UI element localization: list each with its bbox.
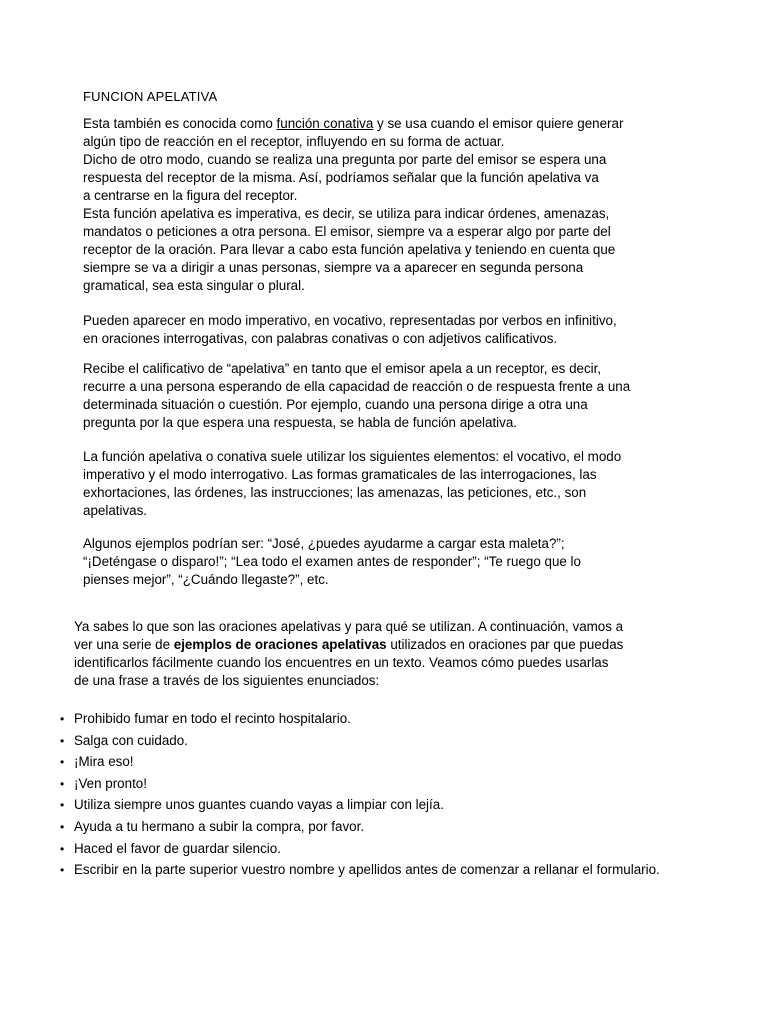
bullet-icon: • bbox=[60, 819, 65, 834]
paragraph-line: Pueden aparecer en modo imperativo, en vocativo, representadas por verbos en infinitivo, bbox=[83, 313, 617, 328]
text-span: y se usa cuando el emisor quiere generar bbox=[373, 116, 624, 131]
list-item-text: Salga con cuidado. bbox=[74, 732, 188, 748]
page-title: FUNCION APELATIVA bbox=[83, 89, 218, 104]
funcion-conativa-link[interactable]: función conativa bbox=[276, 116, 374, 131]
list-item-text: Utiliza siempre unos guantes cuando vayas a limpiar con lejía. bbox=[74, 797, 444, 813]
list-item-text: Ayuda a tu hermano a subir la compra, por favor. bbox=[74, 818, 365, 834]
list-item-text: Escribir en la parte superior vuestro nombre y apellidos antes de comenzar a rellanar el formulario. bbox=[74, 862, 660, 878]
bullet-icon: • bbox=[60, 712, 65, 726]
bullet-icon: • bbox=[60, 733, 65, 748]
paragraph-intro-list bbox=[74, 618, 674, 690]
paragraph-line: respuesta del receptor de la misma. Así, podríamos señalar que la función apelativa va bbox=[83, 170, 599, 185]
list-item bbox=[60, 775, 680, 793]
paragraph-line: apelativas. bbox=[83, 503, 148, 518]
paragraph-line: Esta función apelativa es imperativa, es decir, se utiliza para indicar órdenes, amenazas, bbox=[83, 206, 610, 221]
text-span: ver una serie de bbox=[74, 637, 174, 652]
paragraph-line: Algunos ejemplos podrían ser: “José, ¿puedes ayudarme a cargar esta maleta?”; bbox=[83, 536, 565, 551]
list-item-text: Haced el favor de guardar silencio. bbox=[74, 840, 281, 856]
paragraph-line: algún tipo de reacción en el receptor, influyendo en su forma de actuar. bbox=[83, 134, 505, 149]
bullet-icon: • bbox=[60, 755, 65, 770]
list-item bbox=[60, 861, 680, 879]
list-item bbox=[60, 840, 680, 858]
paragraph-definition bbox=[83, 115, 673, 295]
list-item bbox=[60, 732, 680, 750]
paragraph-line bbox=[83, 115, 673, 133]
bullet-icon: • bbox=[60, 776, 65, 791]
paragraph-calificativo bbox=[83, 360, 673, 432]
list-item bbox=[60, 818, 680, 836]
paragraph-line: imperativo y el modo interrogativo. Las formas gramaticales de las interrogaciones, las bbox=[83, 467, 597, 482]
list-item bbox=[60, 753, 680, 771]
paragraph-line bbox=[74, 636, 674, 654]
list-item-text: Prohibido fumar en todo el recinto hospitalario. bbox=[74, 711, 351, 726]
bullet-icon: • bbox=[60, 798, 65, 813]
paragraph-line: exhortaciones, las órdenes, las instrucciones; las amenazas, las peticiones, etc., son bbox=[83, 485, 587, 500]
paragraph-line: a centrarse en la figura del receptor. bbox=[83, 188, 298, 203]
paragraph-line: determinada situación o cuestión. Por ejemplo, cuando una persona dirige a otra una bbox=[83, 397, 588, 412]
bullet-icon: • bbox=[60, 841, 65, 856]
list-item bbox=[60, 710, 680, 728]
bold-phrase: ejemplos de oraciones apelativas bbox=[173, 637, 387, 652]
paragraph-line: en oraciones interrogativas, con palabras conativas o con adjetivos calificativos. bbox=[83, 331, 558, 346]
paragraph-line: mandatos o peticiones a otra persona. El emisor, siempre va a esperar algo por parte del bbox=[83, 224, 611, 239]
paragraph-line: de una frase a través de los siguientes enunciados: bbox=[74, 673, 380, 688]
paragraph-line: receptor de la oración. Para llevar a cabo esta función apelativa y teniendo en cuenta que bbox=[83, 242, 616, 257]
examples-bullet-list bbox=[60, 710, 680, 883]
text-span: Esta también es conocida como bbox=[83, 116, 277, 131]
paragraph-line: Recibe el calificativo de “apelativa” en tanto que el emisor apela a un receptor, es decir, bbox=[83, 361, 602, 376]
paragraph-line: gramatical, sea esta singular o plural. bbox=[83, 278, 305, 293]
paragraph-line: pregunta por la que espera una respuesta, se habla de función apelativa. bbox=[83, 415, 518, 430]
bullet-icon: • bbox=[60, 863, 65, 878]
list-item-text: ¡Ven pronto! bbox=[74, 775, 147, 791]
paragraph-modes bbox=[83, 312, 673, 348]
paragraph-line: pienses mejor”, “¿Cuándo llegaste?”, etc. bbox=[83, 572, 329, 587]
list-item bbox=[60, 796, 680, 814]
paragraph-elements bbox=[83, 448, 673, 520]
paragraph-line: Dicho de otro modo, cuando se realiza una pregunta por parte del emisor se espera una bbox=[83, 152, 607, 167]
paragraph-line: “¡Deténgase o disparo!”; “Lea todo el examen antes de responder”; “Te ruego que lo bbox=[83, 554, 581, 569]
paragraph-line: identificarlos fácilmente cuando los encuentres en un texto. Veamos cómo puedes usarlas bbox=[74, 655, 609, 670]
paragraph-line: Ya sabes lo que son las oraciones apelativas y para qué se utilizan. A continuación, vamos a bbox=[74, 619, 624, 634]
paragraph-examples bbox=[83, 535, 673, 589]
paragraph-line: recurre a una persona esperando de ella capacidad de reacción o de respuesta frente a una bbox=[83, 379, 631, 394]
paragraph-line: siempre se va a dirigir a unas personas, siempre va a aparecer en segunda persona bbox=[83, 260, 584, 275]
text-span: utilizados en oraciones par que puedas bbox=[386, 637, 624, 652]
list-item-text: ¡Mira eso! bbox=[74, 754, 134, 770]
paragraph-line: La función apelativa o conativa suele utilizar los siguientes elementos: el vocativo, el modo bbox=[83, 449, 622, 464]
